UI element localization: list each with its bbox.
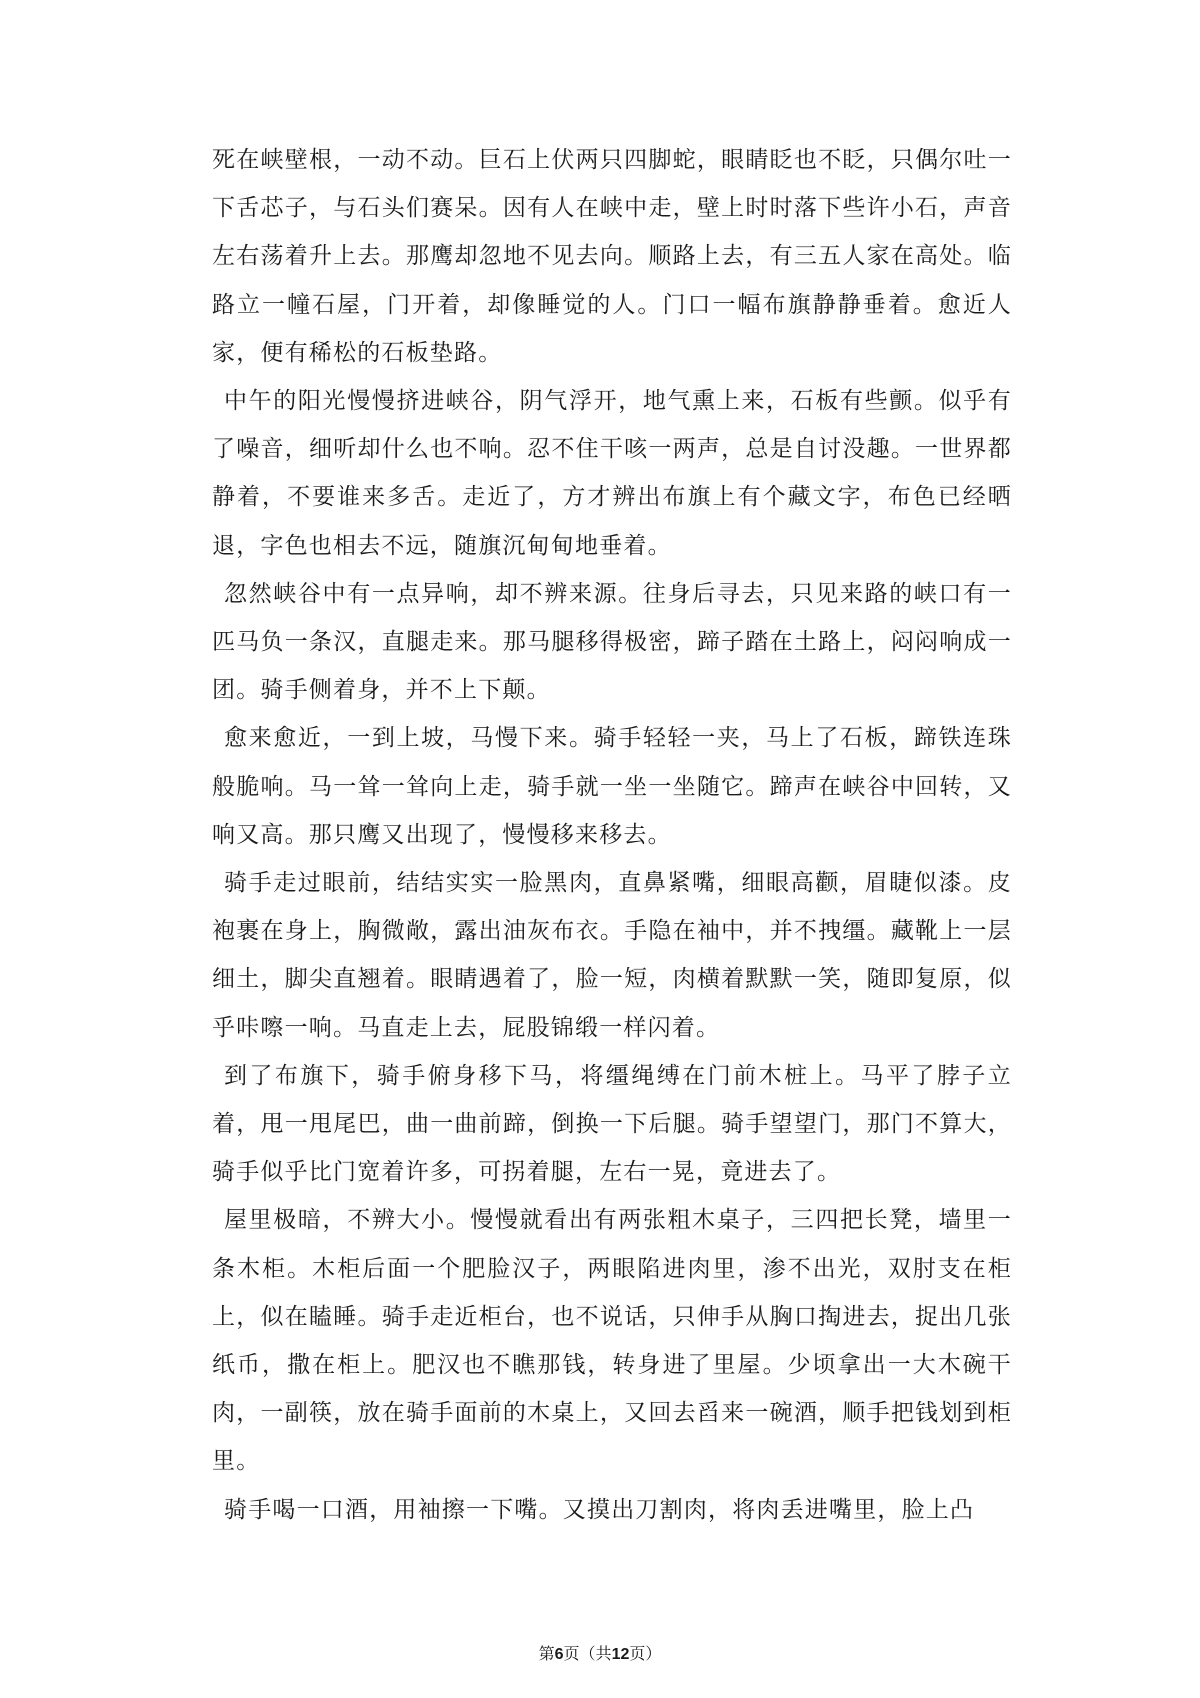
- footer-suffix: 页）: [629, 1644, 662, 1663]
- footer-prefix: 第: [538, 1644, 555, 1663]
- paragraph-4: 愈来愈近，一到上坡，马慢下来。骑手轻轻一夹，马上了石板，蹄铁连珠般脆响。马一耸一耸向上走，骑手就一坐一坐随它。蹄声在峡谷中回转，又响又高。那只鹰又出现了，慢慢移来移去。: [212, 725, 1012, 848]
- paragraph-7: 屋里极暗，不辨大小。慢慢就看出有两张粗木桌子，三四把长凳，墙里一条木柜。木柜后面一个肥脸汉子，两眼陷进肉里，渗不出光，双肘支在柜上，似在瞌睡。骑手走近柜台，也不说话，只伸手从胸口掏进去，捉出几张纸币，撒在柜上。肥汉也不瞧那钱，转身进了里屋。少顷拿出一大木碗干肉，一副筷，放在骑手面前的木桌上，又回去舀来一碗酒，顺手把钱划到柜里。: [212, 1207, 1012, 1475]
- page-number: 6: [554, 1646, 564, 1663]
- paragraph-8: 骑手喝一口酒，用袖擦一下嘴。又摸出刀割肉，将肉丢进嘴里，脸上凸: [224, 1496, 975, 1523]
- paragraph-3: 忽然峡谷中有一点异响，却不辨来源。往身后寻去，只见来路的峡口有一匹马负一条汉，直腿走来。那马腿移得极密，蹄子踏在土路上，闷闷响成一团。骑手侧着身，并不上下颠。: [212, 580, 1012, 704]
- paragraph-2: 中午的阳光慢慢挤进峡谷，阴气浮开，地气熏上来，石板有些颤。似乎有了噪音，细听却什么也不响。忍不住干咳一两声，总是自讨没趣。一世界都静着，不要谁来多舌。走近了，方才辨出布旗上有个藏文字，布色已经晒退，字色也相去不远，随旗沉甸甸地垂着。: [212, 388, 1012, 559]
- page-footer: [0, 1644, 1200, 1665]
- paragraph-5: 骑手走过眼前，结结实实一脸黑肉，直鼻紧嘴，细眼高颧，眉睫似漆。皮袍裹在身上，胸微敞，露出油灰布衣。手隐在袖中，并不拽缰。藏靴上一层细土，脚尖直翘着。眼睛遇着了，脸一短，肉横着默默一笑，随即复原，似乎咔嚓一响。马直走上去，屁股锦缎一样闪着。: [212, 870, 1012, 1041]
- footer-middle: 页（共: [563, 1644, 612, 1663]
- article-body: [212, 136, 1012, 1534]
- paragraph-6: 到了布旗下，骑手俯身移下马，将缰绳缚在门前木桩上。马平了脖子立着，甩一甩尾巴，曲一曲前蹄，倒换一下后腿。骑手望望门，那门不算大，骑手似乎比门宽着许多，可拐着腿，左右一晃，竟进去了。: [212, 1062, 1012, 1186]
- total-pages: 12: [611, 1646, 630, 1663]
- paragraph-1: 死在峡壁根，一动不动。巨石上伏两只四脚蛇，眼睛眨也不眨，只偶尔吐一下舌芯子，与石头们赛呆。因有人在峡中走，壁上时时落下些许小石，声音左右荡着升上去。那鹰却忽地不见去向。顺路上去，有三五人家在高处。临路立一幢石屋，门开着，却像睡觉的人。门口一幅布旗静静垂着。愈近人家，便有稀松的石板垫路。: [212, 147, 1012, 366]
